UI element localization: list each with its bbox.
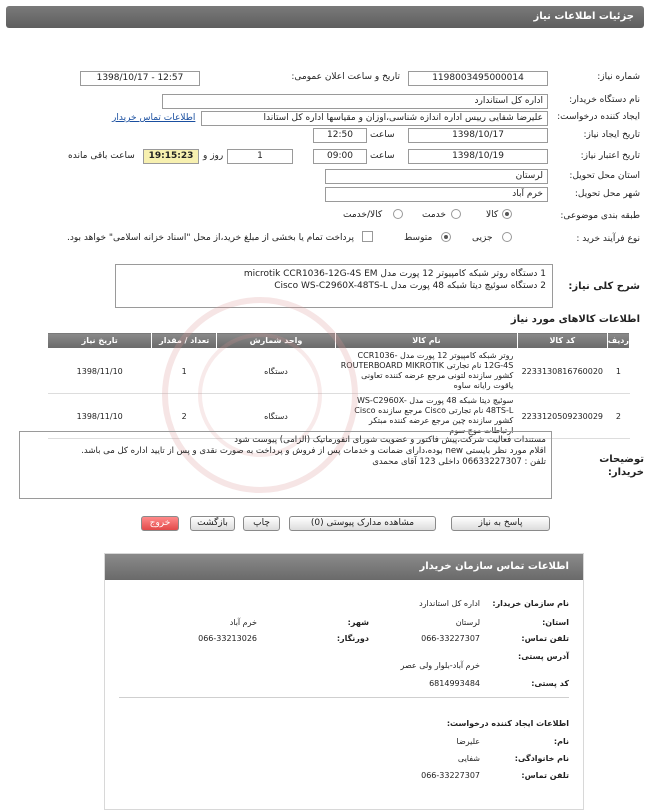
item-qty: 1: [152, 349, 217, 394]
create-date-field: 1398/10/17: [408, 128, 548, 143]
city-label: شهر:: [347, 618, 369, 627]
need-number-field: 1198003495000014: [408, 71, 548, 86]
announce-label: تاریخ و ساعت اعلان عمومی:: [291, 72, 400, 82]
validity-time-field: 09:00: [313, 149, 367, 164]
item-code: 2233130816760020: [517, 349, 607, 394]
buyer-org-label: نام دستگاه خریدار:: [569, 95, 640, 105]
purchase-minor-label: جزیی: [472, 233, 493, 243]
org-value: اداره کل استاندارد: [419, 599, 480, 608]
city-field: خرم آباد: [325, 187, 548, 202]
col-row: ردیف: [607, 333, 629, 349]
col-name: نام کالا: [336, 333, 518, 349]
first-name-value: علیرضا: [456, 737, 480, 746]
item-date: 1398/11/10: [48, 349, 152, 394]
category-both-label: کالا/خدمت: [343, 210, 383, 220]
contact-title: اطلاعات تماس سازمان خریدار: [105, 554, 583, 580]
category-label: طبقه بندی موضوعی:: [560, 211, 640, 221]
category-goods-label: کالا: [486, 210, 499, 220]
buyer-contact-link-text[interactable]: اطلاعات تماس خریدار: [112, 113, 196, 123]
city-label: شهر محل تحویل:: [574, 189, 640, 199]
treasury-note: پرداخت تمام یا بخشی از مبلغ خرید،از محل "اسناد خزانه اسلامی" خواهد بود.: [66, 233, 354, 243]
remaining-label: ساعت باقی مانده: [68, 151, 135, 161]
item-name: روتر شبکه کامپیوتر 12 پورت مدل CCR1036-12G-4S نام تجارتی ROUTERBOARD MIKROTIK کشور سازنده لتونی مرجع عرضه کننده تعاونی یاقوت رایانه ساوه: [336, 349, 518, 394]
create-time-label: ساعت: [370, 130, 395, 140]
buyer-contact-link[interactable]: [112, 113, 195, 123]
summary-label: شرح کلی نیاز:: [568, 281, 640, 292]
category-radio-goods[interactable]: [502, 209, 512, 222]
notes-label: توضیحات خریدار:: [599, 454, 644, 478]
purchase-radio-minor[interactable]: [502, 232, 512, 245]
city-value: خرم آباد: [229, 618, 257, 627]
last-name-value: شفایی: [457, 754, 480, 763]
contact-panel: [104, 553, 584, 810]
category-radio-both[interactable]: [393, 209, 403, 222]
purchase-radio-medium[interactable]: [441, 232, 451, 245]
back-button[interactable]: بازگشت: [190, 516, 235, 531]
need-number-label: شماره نیاز:: [597, 72, 640, 82]
creator-phone-label: تلفن تماس:: [521, 771, 569, 780]
item-date: 1398/11/10: [48, 394, 152, 439]
first-name-label: نام:: [553, 737, 569, 746]
summary-line-2: 2 دستگاه سوئیچ دیتا شبکه 48 پورت مدل Cisco WS-C2960X-48TS-L: [274, 281, 546, 291]
province-field: لرستان: [325, 169, 548, 184]
item-unit: دستگاه: [216, 394, 335, 439]
col-unit: واحد شمارش: [216, 333, 335, 349]
days-label: روز و: [203, 151, 224, 161]
days-field: 1: [227, 149, 293, 164]
notes-line-2: اقلام مورد نظر بایستی new بوده،دارای ضمانت و خدمات پس از فروش و پرداخت به صورت نقدی و پس از تایید اداره کل می باشد.: [81, 446, 546, 456]
validity-label: تاریخ اعتبار نیاز:: [580, 151, 640, 161]
phone-value: 066-33227307: [421, 634, 480, 643]
postal-value: 6814993484: [429, 679, 480, 688]
items-title: اطلاعات کالاهای مورد نیاز: [510, 314, 640, 325]
attachments-button[interactable]: مشاهده مدارک پیوستی (0): [289, 516, 436, 531]
province-value: لرستان: [455, 618, 480, 627]
exit-button[interactable]: خروج: [141, 516, 179, 531]
phone-label: تلفن تماس:: [521, 634, 569, 643]
validity-time-label: ساعت: [370, 151, 395, 161]
page-header: جزئیات اطلاعات نیاز: [6, 6, 644, 28]
row-number: 2: [607, 394, 629, 439]
contact-divider: [119, 697, 569, 698]
create-date-label: تاریخ ایجاد نیاز:: [583, 130, 640, 140]
category-radio-service[interactable]: [451, 209, 461, 222]
item-qty: 2: [152, 394, 217, 439]
creator-field: علیرضا شفایی رییس اداره اندازه شناسی،اوزان و مقیاسها اداره کل استاندا: [201, 111, 548, 126]
province-label: استان محل تحویل:: [569, 171, 640, 181]
col-qty: تعداد / مقدار: [152, 333, 217, 349]
purchase-medium-label: متوسط: [404, 233, 433, 243]
category-service-label: خدمت: [422, 210, 446, 220]
creator-info-title: اطلاعات ایجاد کننده درخواست:: [446, 719, 569, 728]
last-name-label: نام خانوادگی:: [514, 754, 569, 763]
announce-field: 1398/10/17 - 12:57: [80, 71, 200, 86]
item-code: 2233120509230029: [517, 394, 607, 439]
org-label: نام سازمان خریدار:: [492, 599, 569, 608]
notes-box: [19, 431, 552, 499]
creator-label: ایجاد کننده درخواست:: [557, 112, 640, 122]
notes-line-1: مستندات فعالیت شرکت،پیش فاکتور و عضویت شورای انفورماتیک (الزامی) پیوست شود: [234, 435, 546, 445]
address-label: آدرس پستی:: [518, 652, 569, 661]
create-time-field: 12:50: [313, 128, 367, 143]
item-name: سوئیچ دیتا شبکه 48 پورت مدل WS-C2960X-48TS-L نام تجارتی Cisco مرجع سازنده Cisco کشور سازنده چین مرجع عرضه کننده مبتکر ارتباطات موج سوم: [336, 394, 518, 439]
item-unit: دستگاه: [216, 349, 335, 394]
fax-value: 066-33213026: [198, 634, 257, 643]
address-value: خرم آباد-بلوار ولی عصر: [400, 661, 480, 670]
notes-line-3: تلفن : 06633227307 داخلی 123 آقای محمدی: [372, 457, 546, 467]
treasury-checkbox[interactable]: [362, 231, 373, 242]
fax-label: دورنگار:: [336, 634, 369, 643]
validity-date-field: 1398/10/19: [408, 149, 548, 164]
buyer-org-field: اداره کل استاندارد: [162, 94, 548, 109]
col-code: کد کالا: [517, 333, 607, 349]
creator-phone-value: 066-33227307: [421, 771, 480, 780]
province-label: استان:: [542, 618, 569, 627]
remaining-timer: 19:15:23: [143, 149, 199, 164]
purchase-type-label: نوع فرآیند خرید :: [576, 234, 640, 244]
row-number: 1: [607, 349, 629, 394]
col-date: تاریخ نیاز: [48, 333, 152, 349]
postal-label: کد پستی:: [531, 679, 569, 688]
print-button[interactable]: چاپ: [243, 516, 280, 531]
reply-button[interactable]: پاسخ به نیاز: [451, 516, 550, 531]
summary-line-1: 1 دستگاه روتر شبکه کامپیوتر 12 پورت مدل microtik CCR1036-12G-4S EM: [243, 269, 546, 279]
